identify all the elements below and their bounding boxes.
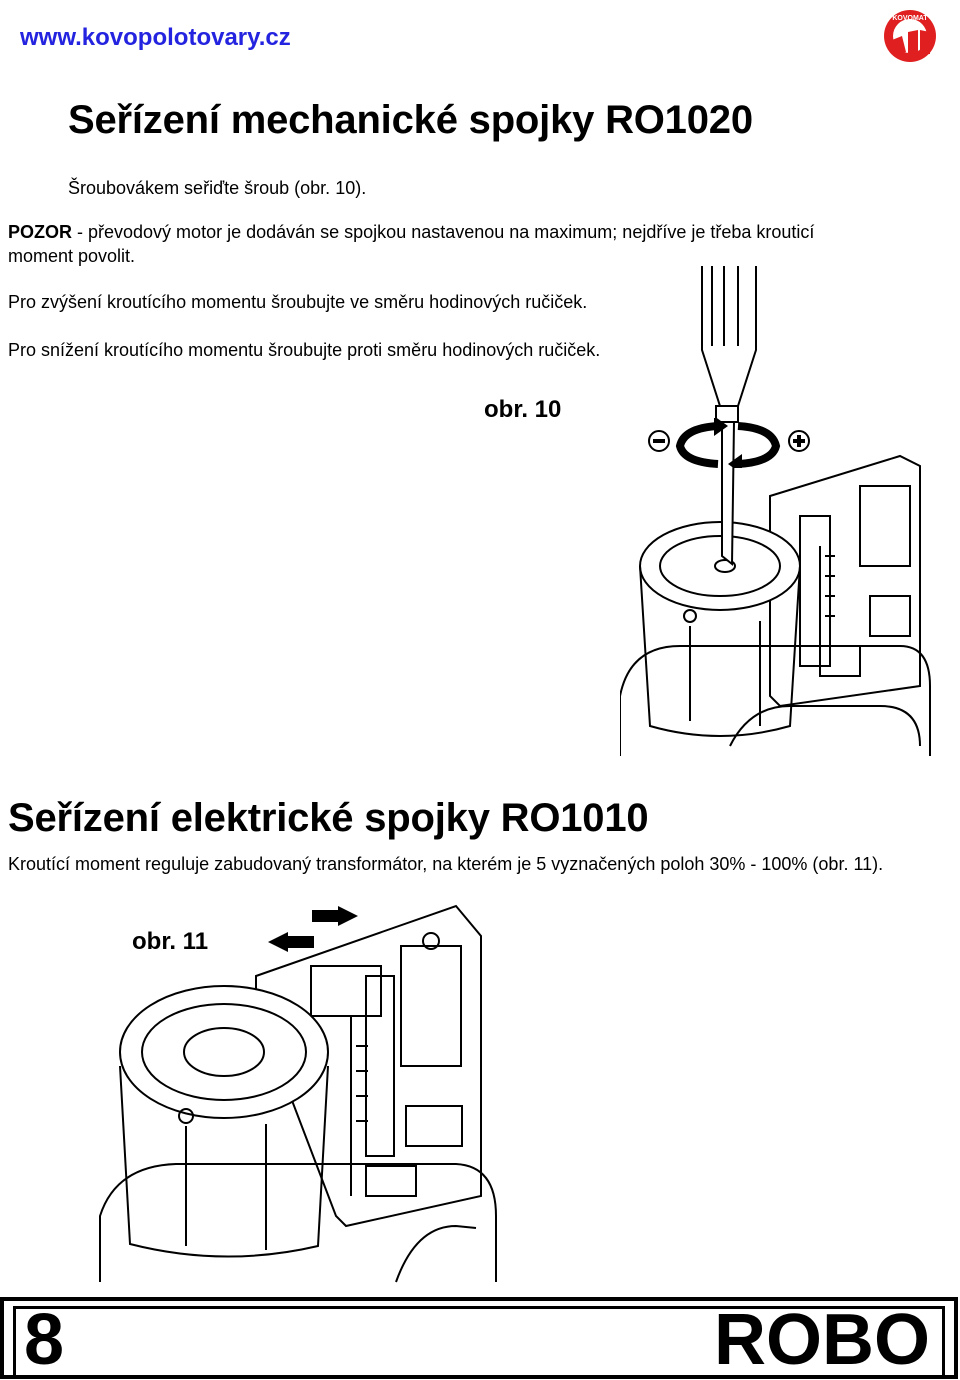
kovomat-badge-icon xyxy=(878,8,942,66)
figure10-caption: obr. 10 xyxy=(484,396,562,423)
section1-warning xyxy=(8,220,948,268)
double-arrow-icon xyxy=(268,906,358,956)
minus-icon xyxy=(648,430,670,452)
figure10-illustration xyxy=(620,266,940,758)
website-url[interactable]: www.kovopolotovary.cz xyxy=(20,24,291,51)
warning-text: - převodový motor je dodáván se spojkou nastavenou na maximum; nejdříve je třeba krouticí xyxy=(72,222,815,242)
warning-label: POZOR xyxy=(8,222,73,242)
warning-text-continued: moment povolit. xyxy=(8,246,136,266)
rotate-arrows-icon xyxy=(674,418,782,468)
figure11-caption: obr. 11 xyxy=(132,928,209,955)
section1-decrease: Pro snížení kroutícího momentu šroubujte proti směru hodinových ručiček. xyxy=(8,340,601,360)
section1-title: Seřízení mechanické spojky RO1020 xyxy=(68,98,753,142)
section2-title: Seřízení elektrické spojky RO1010 xyxy=(8,796,649,840)
badge-ring-text: KOVOMAT xyxy=(892,15,928,22)
footer-brand: ROBO xyxy=(714,1300,930,1380)
section1-intro: Šroubovákem seřiďte šroub (obr. 10). xyxy=(68,178,367,198)
plus-icon xyxy=(788,430,810,452)
section2-text: Kroutící moment reguluje zabudovaný transformátor, na kterém je 5 vyznačených poloh 30% - 100% (obr. 11). xyxy=(8,854,884,874)
section1-increase: Pro zvýšení kroutícího momentu šroubujte ve směru hodinových ručiček. xyxy=(8,292,588,312)
page-number: 8 xyxy=(24,1300,65,1380)
